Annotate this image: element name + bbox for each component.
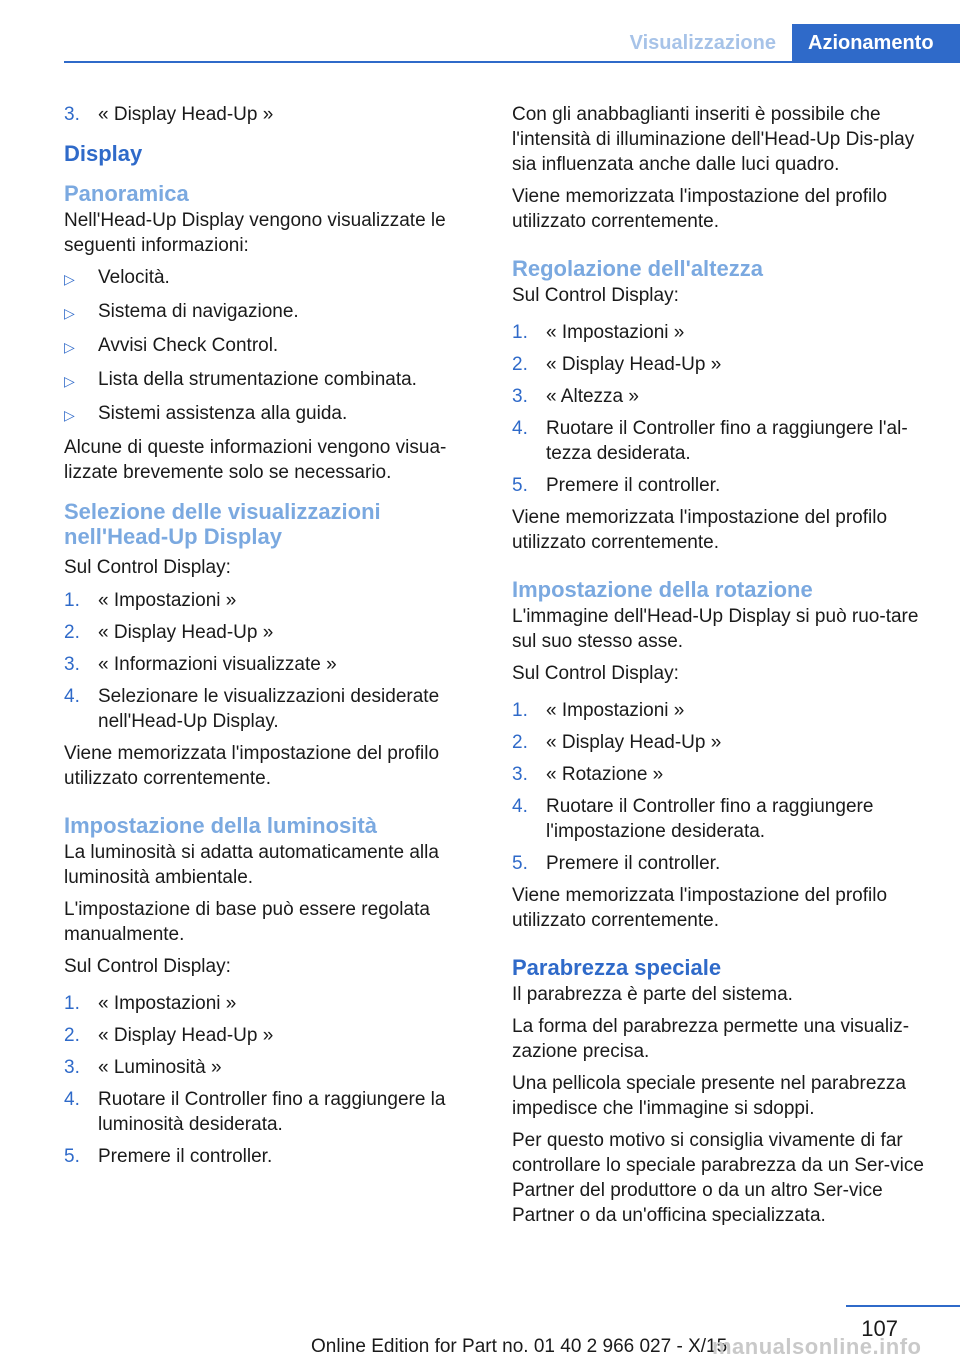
numbered-list bbox=[512, 320, 930, 498]
list-item: 2. « Display Head-Up » bbox=[64, 622, 274, 643]
watermark: manualsonline.info bbox=[712, 1334, 922, 1359]
numbered-list bbox=[64, 588, 468, 734]
list-item: 1. « Impostazioni » bbox=[512, 700, 685, 721]
paragraph: L'impostazione di base può essere regolata manualmente. bbox=[64, 899, 430, 945]
list-item: 3. « Display Head-Up » bbox=[64, 104, 274, 125]
list-item: ▷ Sistema di navigazione. bbox=[64, 299, 468, 326]
list-item: 3. « Informazioni visualizzate » bbox=[64, 654, 337, 675]
paragraph: Viene memorizzata l'impostazione del profilo utilizzato correntemente. bbox=[512, 186, 888, 232]
paragraph: Viene memorizzata l'impostazione del profilo utilizzato correntemente. bbox=[64, 743, 440, 789]
numbered-list bbox=[512, 698, 930, 876]
heading-parabrezza: Parabrezza speciale bbox=[512, 955, 722, 980]
triangle-bullet-icon: ▷ bbox=[64, 271, 75, 287]
list-item: ▷ Sistemi assistenza alla guida. bbox=[64, 401, 468, 428]
footer-edition: Online Edition for Part no. 01 40 2 966 027 - X/15 bbox=[311, 1336, 728, 1357]
list-item: 5. Premere il controller. bbox=[64, 1146, 273, 1167]
header-divider bbox=[64, 61, 960, 63]
list-item: 2. « Display Head-Up » bbox=[512, 354, 722, 375]
list-item: 2. « Display Head-Up » bbox=[512, 732, 722, 753]
list-item: 2. « Display Head-Up » bbox=[64, 1025, 274, 1046]
paragraph: Nell'Head-Up Display vengono visualizzate le seguenti informazioni: bbox=[64, 210, 446, 256]
triangle-bullet-icon: ▷ bbox=[64, 305, 75, 321]
list-item: ▷ Lista della strumentazione combinata. bbox=[64, 367, 468, 394]
list-item: 1. « Impostazioni » bbox=[512, 322, 685, 343]
list-item: 5. Premere il controller. bbox=[512, 475, 721, 496]
paragraph: Viene memorizzata l'impostazione del profilo utilizzato correntemente. bbox=[512, 885, 888, 931]
paragraph: Con gli anabbaglianti inseriti è possibile che l'intensità di illuminazione dell'Head-Up Dis‐play sia influenzata anche dalle luci quadro. bbox=[512, 104, 915, 175]
paragraph: Per questo motivo si consiglia vivamente di far controllare lo speciale parabrezza da un Ser‐vice Partner del produttore o da un altro Ser‐vice Partner o da un'officina specializzata. bbox=[512, 1130, 924, 1226]
list-item: 1. « Impostazioni » bbox=[64, 590, 237, 611]
section-title: Display bbox=[64, 141, 143, 166]
left-column bbox=[64, 102, 468, 1176]
heading-selezione: Selezione delle visualizzazioni nell'Head-Up Display bbox=[64, 499, 381, 549]
heading-altezza: Regolazione dell'altezza bbox=[512, 256, 763, 281]
tab-visualizzazione[interactable]: Visualizzazione bbox=[629, 31, 776, 54]
list-item: 1. « Impostazioni » bbox=[64, 993, 237, 1014]
list-item: 5. Premere il controller. bbox=[512, 853, 721, 874]
bullet-list bbox=[64, 265, 468, 428]
list-item: 4. Ruotare il Controller fino a raggiungere l'al‐tezza desiderata. bbox=[512, 418, 908, 464]
paragraph: Sul Control Display: bbox=[64, 557, 231, 578]
heading-rotazione: Impostazione della rotazione bbox=[512, 577, 813, 602]
header-tabs bbox=[614, 24, 960, 62]
list-item: 3. « Luminosità » bbox=[64, 1057, 222, 1078]
heading-panoramica: Panoramica bbox=[64, 181, 189, 206]
numbered-list bbox=[64, 991, 468, 1169]
triangle-bullet-icon: ▷ bbox=[64, 339, 75, 355]
page-number: 107 bbox=[861, 1316, 898, 1341]
list-item: 4. Ruotare il Controller fino a raggiungere l'impostazione desiderata. bbox=[512, 796, 874, 842]
paragraph: La forma del parabrezza permette una visualiz‐zazione precisa. bbox=[512, 1016, 910, 1062]
paragraph: La luminosità si adatta automaticamente alla luminosità ambientale. bbox=[64, 842, 439, 888]
paragraph: Sul Control Display: bbox=[512, 285, 679, 306]
paragraph: L'immagine dell'Head-Up Display si può ruo‐tare sul suo stesso asse. bbox=[512, 606, 919, 652]
heading-luminosita: Impostazione della luminosità bbox=[64, 813, 377, 838]
right-column bbox=[512, 102, 930, 1235]
footer-divider bbox=[846, 1305, 960, 1307]
paragraph: Viene memorizzata l'impostazione del profilo utilizzato correntemente. bbox=[512, 507, 888, 553]
triangle-bullet-icon: ▷ bbox=[64, 373, 75, 389]
paragraph: Una pellicola speciale presente nel parabrezza impedisce che l'immagine si sdoppi. bbox=[512, 1073, 906, 1119]
list-item: ▷ Avvisi Check Control. bbox=[64, 333, 468, 360]
paragraph: Alcune di queste informazioni vengono visua‐lizzate brevemente solo se necessario. bbox=[64, 437, 447, 483]
list-item: 3. « Rotazione » bbox=[512, 764, 664, 785]
triangle-bullet-icon: ▷ bbox=[64, 407, 75, 423]
list-item: 3. « Altezza » bbox=[512, 386, 639, 407]
paragraph: Sul Control Display: bbox=[64, 956, 231, 977]
list-item: ▷ Velocità. bbox=[64, 265, 468, 292]
list-item: 4. Ruotare il Controller fino a raggiungere la luminosità desiderata. bbox=[64, 1089, 446, 1135]
tab-azionamento[interactable]: Azionamento bbox=[792, 24, 960, 62]
paragraph: Il parabrezza è parte del sistema. bbox=[512, 984, 793, 1005]
list-item: 4. Selezionare le visualizzazioni desiderate nell'Head-Up Display. bbox=[64, 686, 440, 732]
paragraph: Sul Control Display: bbox=[512, 663, 679, 684]
